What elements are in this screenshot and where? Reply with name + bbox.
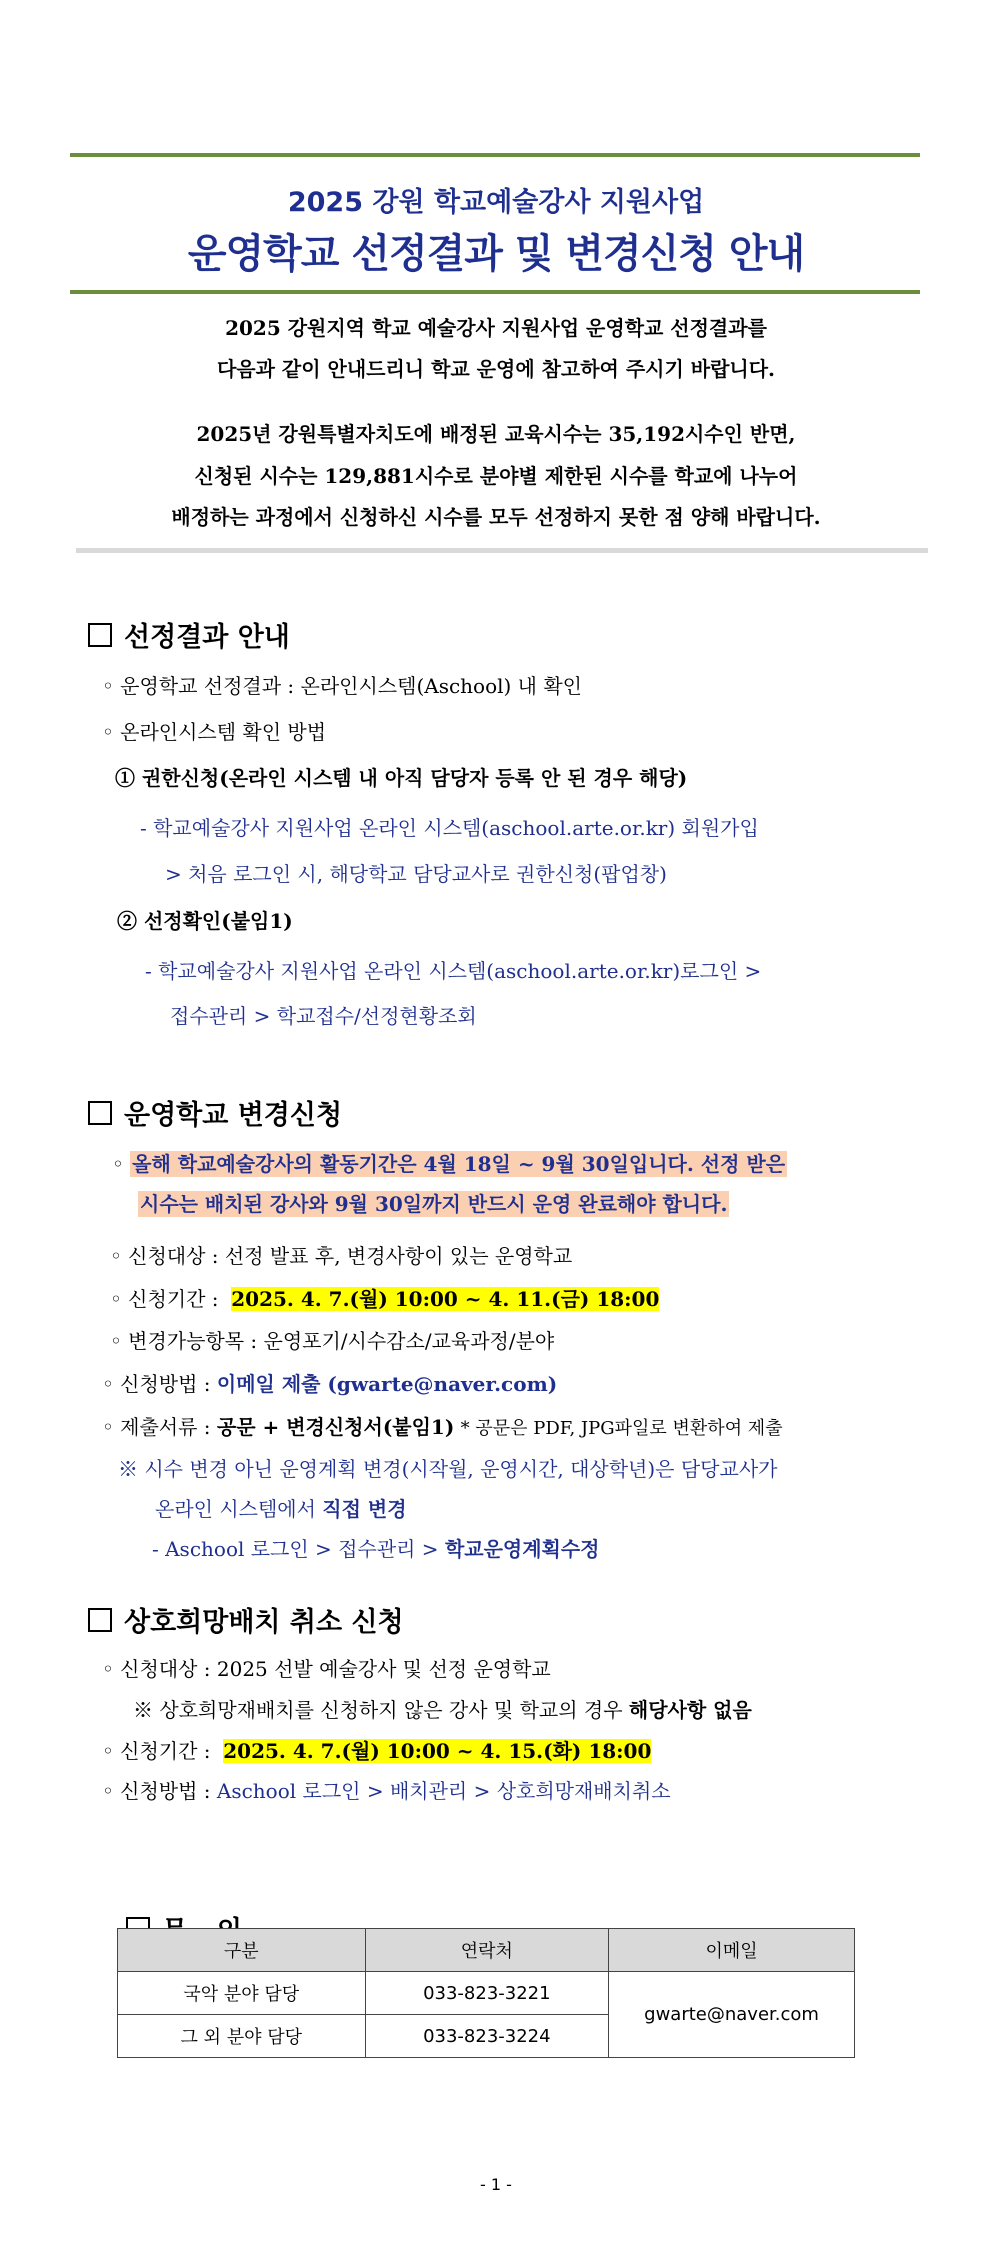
top-rule [70, 153, 920, 157]
step1-permission-request: ① 권한신청(온라인 시스템 내 아직 담당자 등록 안 된 경우 해당) [115, 766, 688, 790]
header-email: 이메일 [609, 1929, 855, 1972]
step1-first-login: > 처음 로그인 시, 해당학교 담당교사로 권한신청(팝업창) [165, 862, 667, 886]
cancel-period: ◦ 신청기간 : 2025. 4. 7.(월) 10:00 ~ 4. 15.(화) 18:00 [102, 1739, 652, 1763]
section-change-request-heading: 운영학교 변경신청 [88, 1093, 342, 1132]
checkbox-square-icon [88, 623, 112, 647]
plan-change-reference-line2: 온라인 시스템에서 직접 변경 [155, 1497, 407, 1521]
cancel-method: ◦ 신청방법 : Aschool 로그인 > 배치관리 > 상호희망재배치취소 [102, 1779, 671, 1803]
intro-p1-line2: 다음과 같이 안내드리니 학교 운영에 참고하여 주시기 바랍니다. [216, 357, 776, 381]
contact-table [117, 1928, 855, 2058]
intro-divider [76, 548, 928, 553]
plan-change-reference: ※ 시수 변경 아닌 운영계획 변경(시작월, 운영시간, 대상학년)은 담당교사가 [118, 1457, 778, 1481]
section-selection-result-heading: 선정결과 안내 [88, 615, 290, 654]
intro-p2-line3: 배정하는 과정에서 신청하신 시수를 모두 선정하지 못한 점 양해 바랍니다. [171, 505, 821, 529]
phone-cell: 033-823-3224 [365, 2015, 609, 2058]
change-target: ◦ 신청대상 : 선정 발표 후, 변경사항이 있는 운영학교 [110, 1244, 573, 1268]
page-number: - 1 - [480, 2175, 512, 2194]
online-check-method: ◦ 온라인시스템 확인 방법 [102, 720, 327, 744]
category-cell: 국악 분야 담당 [118, 1972, 366, 2015]
intro-p1-line1: 2025 강원지역 학교 예술강사 지원사업 운영학교 선정결과를 [225, 316, 767, 340]
plan-change-path: - Aschool 로그인 > 접수관리 > 학교운영계획수정 [152, 1537, 600, 1561]
change-documents: ◦ 제출서류 : 공문 + 변경신청서(붙임1) * 공문은 PDF, JPG파일로 변환하여 제출 [102, 1415, 783, 1439]
table-row [118, 1972, 855, 2015]
cancel-target: ◦ 신청대상 : 2025 선발 예술강사 및 선정 운영학교 [102, 1657, 551, 1681]
section-mutual-cancel-heading: 상호희망배치 취소 신청 [88, 1600, 404, 1639]
table-header-row [118, 1929, 855, 1972]
selection-result-item: ◦ 운영학교 선정결과 : 온라인시스템(Aschool) 내 확인 [102, 674, 582, 698]
change-method: ◦ 신청방법 : 이메일 제출 (gwarte@naver.com) [102, 1372, 558, 1396]
step1-signup: - 학교예술강사 지원사업 온라인 시스템(aschool.arte.or.kr) 회원가입 [140, 816, 759, 840]
checkbox-square-icon [88, 1608, 112, 1632]
doc-title-line2: 운영학교 선정결과 및 변경신청 안내 [187, 231, 805, 277]
intro-p2-line1: 2025년 강원특별자치도에 배정된 교육시수는 35,192시수인 반면, [196, 422, 796, 446]
phone-cell: 033-823-3221 [365, 1972, 609, 2015]
header-contact: 연락처 [365, 1929, 609, 1972]
change-period: ◦ 신청기간 : 2025. 4. 7.(월) 10:00 ~ 4. 11.(금) 18:00 [110, 1287, 660, 1311]
doc-title-line1: 2025 강원 학교예술강사 지원사업 [287, 187, 705, 218]
checkbox-square-icon [88, 1101, 112, 1125]
intro-p2-line2: 신청된 시수는 129,881시수로 분야별 제한된 시수를 학교에 나누어 [194, 464, 798, 488]
step2-selection-check: ② 선정확인(붙임1) [117, 909, 293, 933]
header-category: 구분 [118, 1929, 366, 1972]
activity-period-notice: ◦ 올해 학교예술강사의 활동기간은 4월 18일 ~ 9월 30일입니다. 선정 받은 [112, 1152, 786, 1176]
step2-login: - 학교예술강사 지원사업 온라인 시스템(aschool.arte.or.kr)로그인 > [145, 959, 762, 983]
change-items: ◦ 변경가능항목 : 운영포기/시수감소/교육과정/분야 [110, 1329, 555, 1353]
cancel-note: ※ 상호희망재배치를 신청하지 않은 강사 및 학교의 경우 해당사항 없음 [133, 1698, 752, 1722]
activity-period-notice-line2: 시수는 배치된 강사와 9월 30일까지 반드시 운영 완료해야 합니다. [140, 1192, 728, 1216]
category-cell: 그 외 분야 담당 [118, 2015, 366, 2058]
step2-menu-path: 접수관리 > 학교접수/선정현황조회 [170, 1004, 477, 1028]
title-bottom-rule [70, 290, 920, 294]
email-cell: gwarte@naver.com [609, 1972, 855, 2058]
